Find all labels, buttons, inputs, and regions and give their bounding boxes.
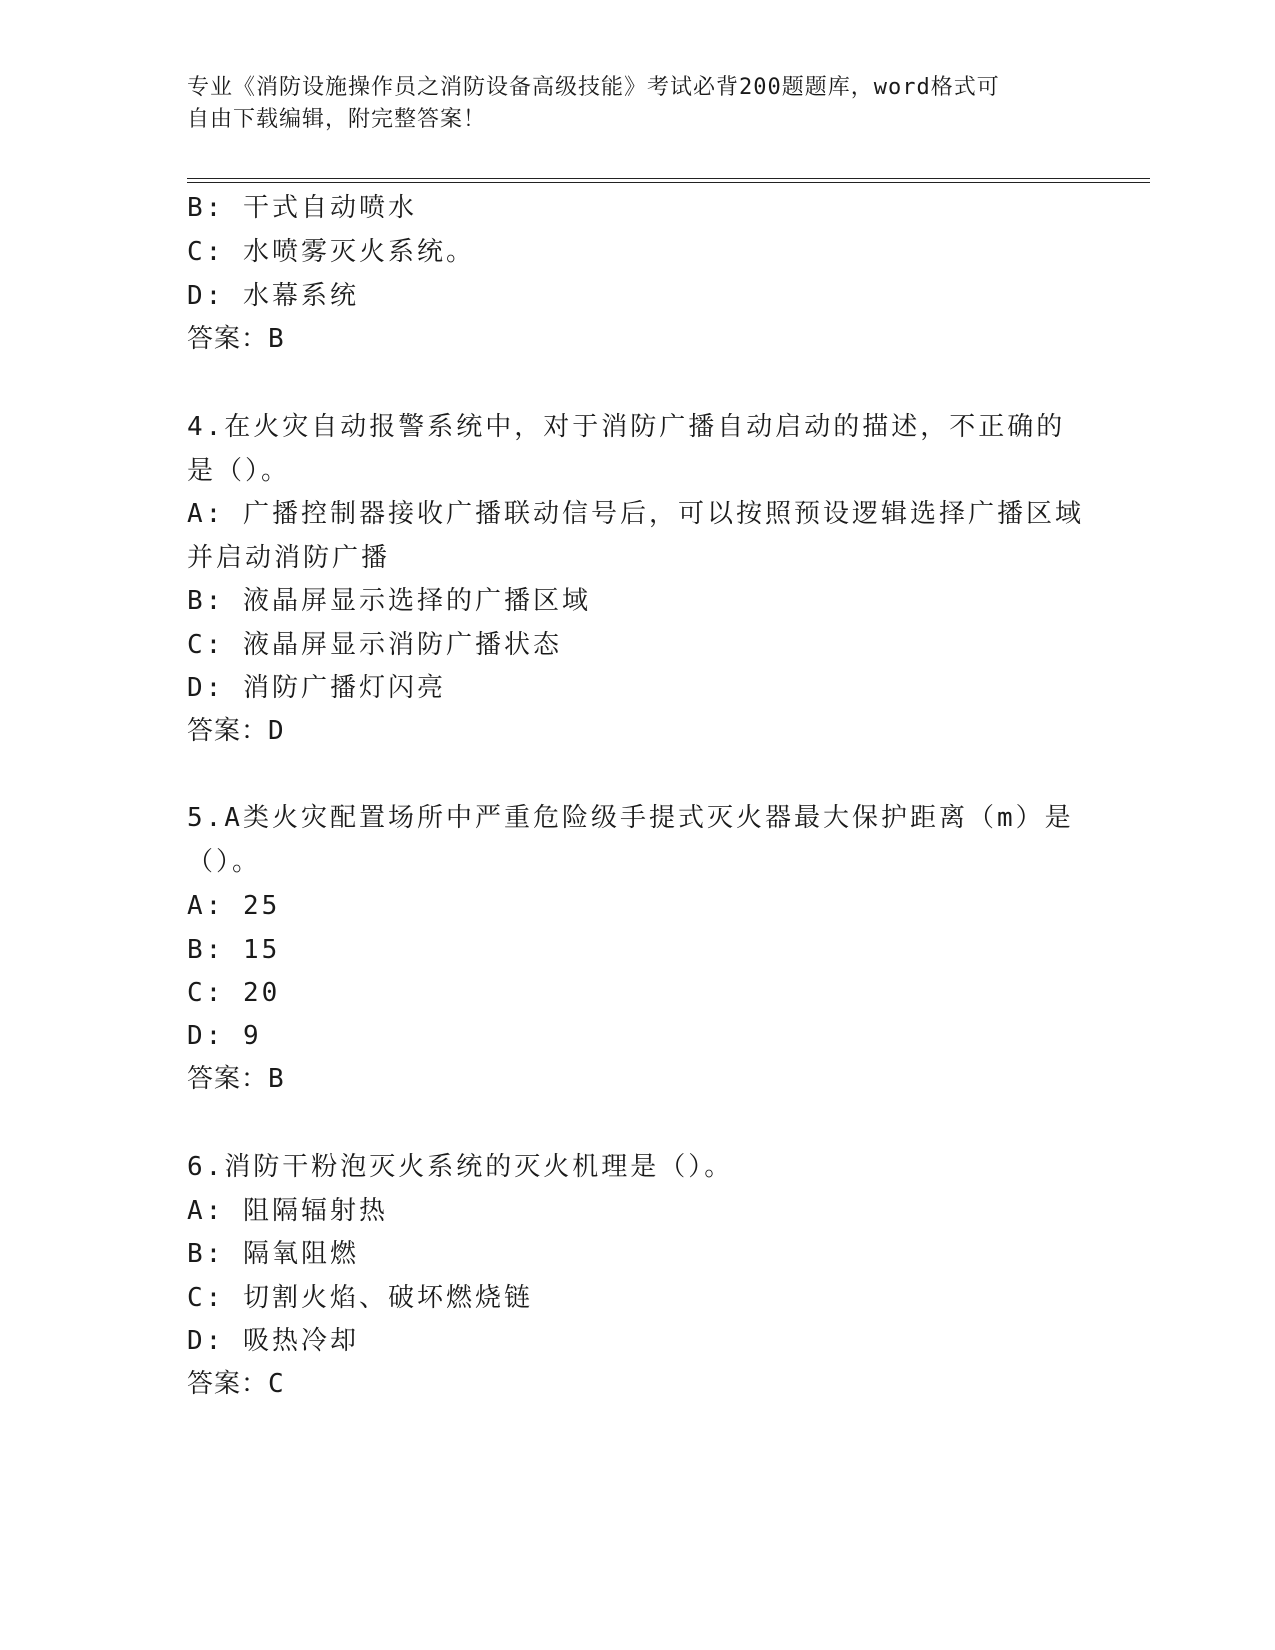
q4-option-a-line-1: A: 广播控制器接收广播联动信号后，可以按照预设逻辑选择广播区域 bbox=[187, 499, 1084, 529]
q4-answer: 答案：D bbox=[187, 716, 285, 746]
header-line-1: 专业《消防设施操作员之消防设备高级技能》考试必背200题题库，word格式可 bbox=[187, 75, 1000, 100]
q5-option-d: D: 9 bbox=[187, 1021, 262, 1051]
q6-option-d: D: 吸热冷却 bbox=[187, 1326, 359, 1356]
document-header bbox=[187, 72, 1067, 136]
q4-option-c: C: 液晶屏显示消防广播状态 bbox=[187, 630, 562, 660]
q5-stem-line-1: 5.A类火灾配置场所中严重危险级手提式灭火器最大保护距离（m）是 bbox=[187, 803, 1074, 833]
q3-option-d: D: 水幕系统 bbox=[187, 281, 359, 311]
q3-option-b: B: 干式自动喷水 bbox=[187, 193, 417, 223]
q4-stem-line-2: 是（）。 bbox=[187, 456, 291, 486]
header-line-2: 自由下载编辑，附完整答案！ bbox=[187, 107, 487, 132]
q6-answer: 答案：C bbox=[187, 1369, 285, 1399]
q4-option-b: B: 液晶屏显示选择的广播区域 bbox=[187, 586, 591, 616]
q5-answer: 答案：B bbox=[187, 1064, 285, 1094]
q4-stem-line-1: 4.在火灾自动报警系统中，对于消防广播自动启动的描述，不正确的 bbox=[187, 412, 1066, 442]
q3-option-c: C: 水喷雾灭火系统。 bbox=[187, 237, 475, 267]
q5-option-b: B: 15 bbox=[187, 935, 281, 965]
q5-option-a: A: 25 bbox=[187, 891, 281, 921]
q6-option-a: A: 阻隔辐射热 bbox=[187, 1196, 388, 1226]
q4-option-a-line-2: 并启动消防广播 bbox=[187, 543, 391, 573]
q5-stem-line-2: （）。 bbox=[187, 847, 262, 877]
q6-stem: 6.消防干粉泡灭火系统的灭火机理是（）。 bbox=[187, 1152, 734, 1182]
q6-option-c: C: 切割火焰、破坏燃烧链 bbox=[187, 1283, 533, 1313]
q5-option-c: C: 20 bbox=[187, 978, 281, 1008]
q4-option-d: D: 消防广播灯闪亮 bbox=[187, 673, 446, 703]
q6-option-b: B: 隔氧阻燃 bbox=[187, 1239, 359, 1269]
header-divider-bottom bbox=[187, 182, 1150, 183]
q3-answer: 答案：B bbox=[187, 324, 285, 354]
header-divider-top bbox=[187, 178, 1150, 179]
